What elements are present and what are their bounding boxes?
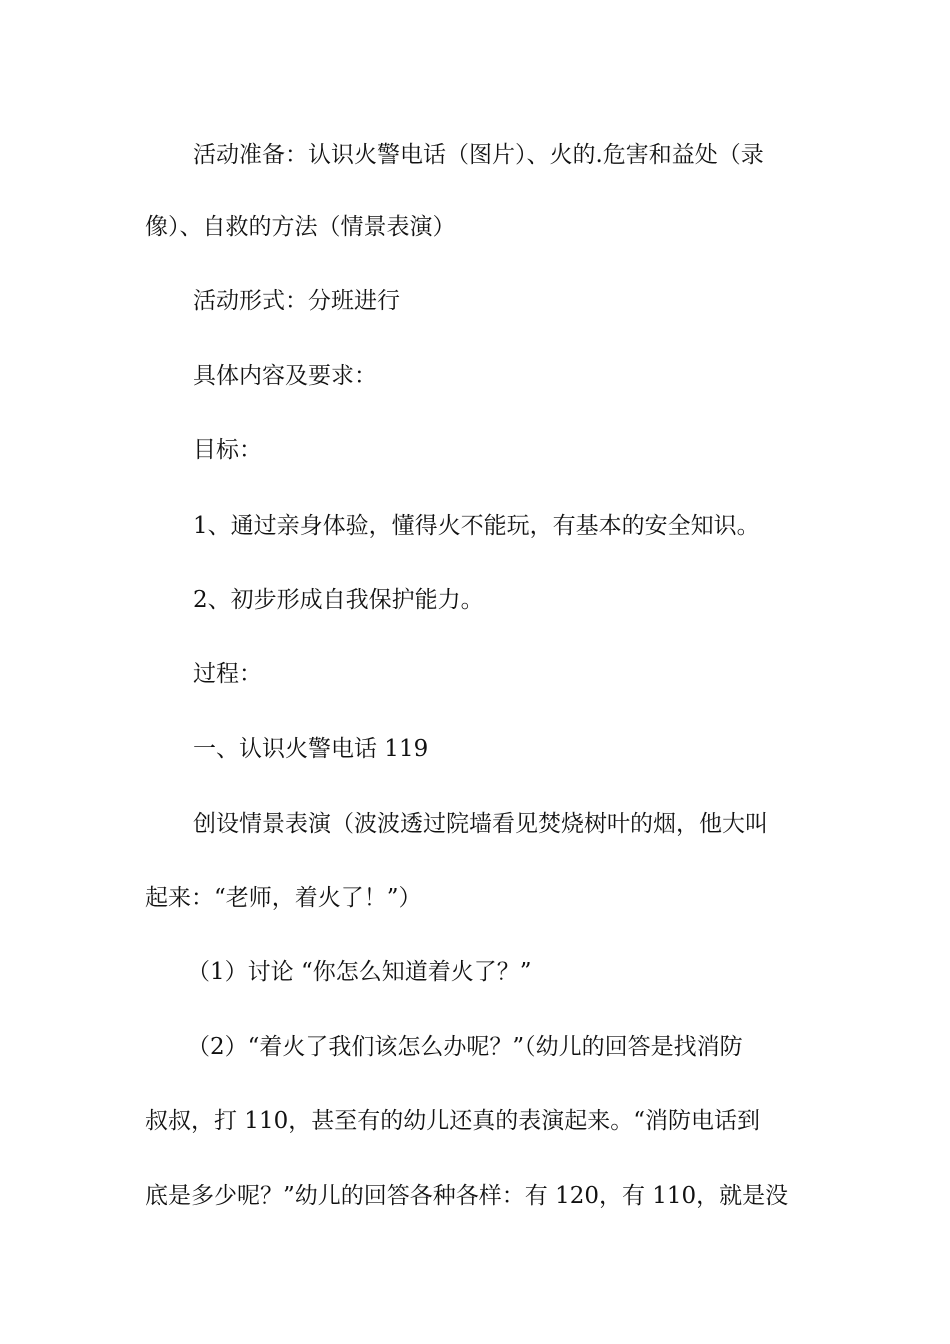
section-heading: 过程： xyxy=(193,661,262,687)
paragraph-line: 叔叔，打 110，甚至有的幼儿还真的表演起来。“消防电话到 xyxy=(145,1108,760,1134)
paragraph-line: 底是多少呢？”幼儿的回答各种各样：有 120，有 110，就是没 xyxy=(145,1183,789,1209)
paragraph-line: 像）、自救的方法（情景表演） xyxy=(145,214,456,240)
list-item: 1、通过亲身体验，懂得火不能玩，有基本的安全知识。 xyxy=(193,513,760,539)
paragraph-line: （1）讨论 “你怎么知道着火了？” xyxy=(187,959,532,985)
paragraph-line: （2）“着火了我们该怎么办呢？”（幼儿的回答是找消防 xyxy=(187,1034,743,1060)
paragraph-line: 创设情景表演（波波透过院墙看见焚烧树叶的烟，他大叫 xyxy=(193,811,768,837)
list-item: 2、初步形成自我保护能力。 xyxy=(193,587,484,613)
subsection-heading: 一、认识火警电话 119 xyxy=(193,736,429,762)
paragraph-line: 具体内容及要求： xyxy=(193,363,377,389)
paragraph-line: 起来：“老师，着火了！”） xyxy=(145,885,422,911)
paragraph-line: 活动准备：认识火警电话（图片）、火的.危害和益处（录 xyxy=(193,142,764,168)
section-heading: 目标： xyxy=(193,437,262,463)
paragraph-line: 活动形式：分班进行 xyxy=(193,288,400,314)
